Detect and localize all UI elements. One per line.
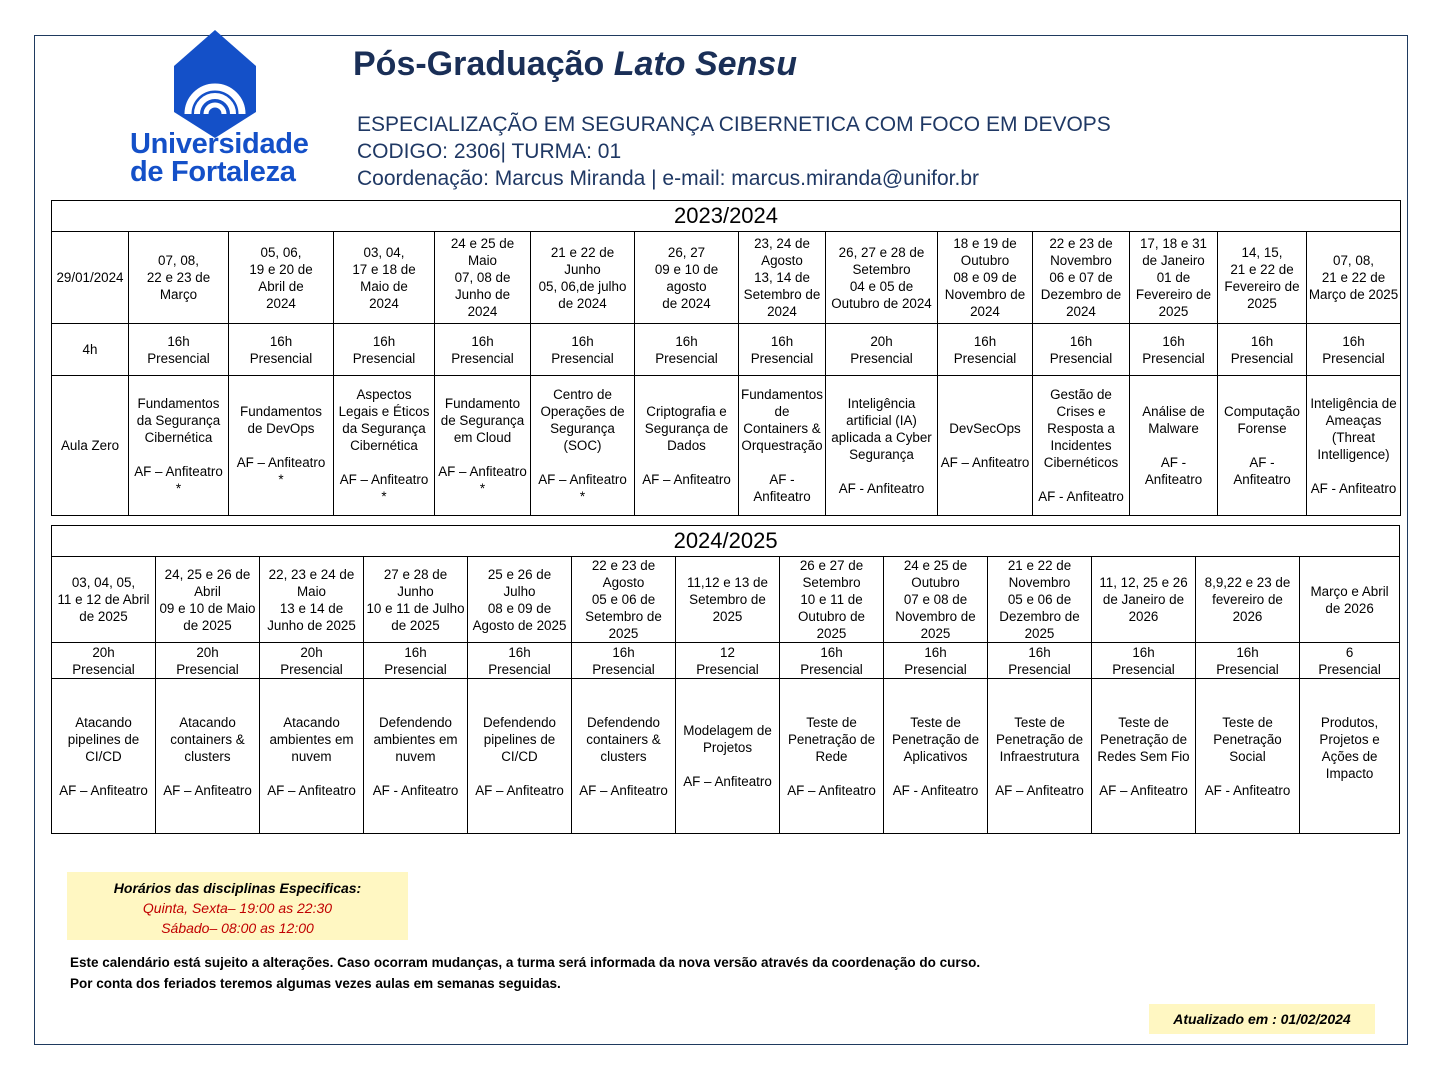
date-cell: 26, 27 e 28 de Setembro 04 e 05 de Outubro de 2024 — [826, 232, 938, 324]
note-holidays: Por conta dos feriados teremos algumas vezes aulas em semanas seguidas. — [70, 976, 561, 991]
hours-cell: 20h Presencial — [826, 324, 938, 376]
discipline-cell: Inteligência de Ameaças (Threat Intelligence) AF - Anfiteatro — [1307, 376, 1401, 516]
coordination-info: Coordenação: Marcus Miranda | e-mail: marcus.miranda@unifor.br — [357, 167, 980, 190]
discipline-cell: Teste de Penetração de Rede AF – Anfiteatro — [780, 679, 884, 834]
discipline-cell: Centro de Operações de Segurança (SOC) AF – Anfiteatro * — [531, 376, 635, 516]
date-cell: 22 e 23 de Novembro 06 e 07 de Dezembro de 2024 — [1033, 232, 1130, 324]
hours-cell: 16h Presencial — [635, 324, 739, 376]
hours-cell: 16h Presencial — [938, 324, 1033, 376]
discipline-cell: Aula Zero — [52, 376, 129, 516]
schedule-table-2024-2025 — [51, 525, 1400, 834]
year-header: 2023/2024 — [52, 201, 1401, 232]
schedule-heading: Horários das disciplinas Especificas: — [113, 880, 362, 896]
discipline-cell: Gestão de Crises e Resposta a Incidentes Cibernéticos AF - Anfiteatro — [1033, 376, 1130, 516]
hours-cell: 16h Presencial — [435, 324, 531, 376]
course-code: CODIGO: 2306| TURMA: 01 — [357, 140, 622, 163]
discipline-cell: Inteligência artificial (IA) aplicada a Cyber Segurança AF - Anfiteatro — [826, 376, 938, 516]
page-title — [353, 45, 797, 84]
discipline-cell: Defendendo pipelines de CI/CD AF – Anfiteatro — [468, 679, 572, 834]
hours-cell: 16h Presencial — [572, 643, 676, 679]
discipline-cell: Fundamentos da Segurança Cibernética AF – Anfiteatro * — [129, 376, 229, 516]
date-cell: 24 e 25 de Outubro 07 e 08 de Novembro de 2025 — [884, 557, 988, 643]
hours-cell: 6 Presencial — [1300, 643, 1400, 679]
date-cell: 27 e 28 de Junho 10 e 11 de Julho de 2025 — [364, 557, 468, 643]
hours-cell: 20h Presencial — [52, 643, 156, 679]
discipline-cell: Teste de Penetração Social AF - Anfiteatro — [1196, 679, 1300, 834]
date-cell: 17, 18 e 31 de Janeiro 01 de Fevereiro de 2025 — [1130, 232, 1218, 324]
hours-cell: 16h Presencial — [129, 324, 229, 376]
date-cell: 25 e 26 de Julho 08 e 09 de Agosto de 2025 — [468, 557, 572, 643]
university-name-line1: Universidade — [130, 128, 309, 160]
date-cell: 07, 08, 22 e 23 de Março — [129, 232, 229, 324]
date-cell: 14, 15, 21 e 22 de Fevereiro de 2025 — [1218, 232, 1307, 324]
discipline-cell: Computação Forense AF - Anfiteatro — [1218, 376, 1307, 516]
discipline-cell: Teste de Penetração de Redes Sem Fio AF – Anfiteatro — [1092, 679, 1196, 834]
date-cell: 24 e 25 de Maio 07, 08 de Junho de 2024 — [435, 232, 531, 324]
schedule-weekday: Quinta, Sexta– 19:00 as 22:30 — [142, 900, 333, 916]
schedule-table-2023-2024 — [51, 200, 1401, 516]
discipline-cell: Criptografia e Segurança de Dados AF – Anfiteatro — [635, 376, 739, 516]
date-cell: Março e Abril de 2026 — [1300, 557, 1400, 643]
hours-cell: 16h Presencial — [1218, 324, 1307, 376]
hours-cell: 16h Presencial — [229, 324, 334, 376]
discipline-cell: Produtos, Projetos e Ações de Impacto — [1300, 679, 1400, 834]
title-main: Pós-Graduação — [353, 45, 605, 83]
hours-cell: 16h Presencial — [531, 324, 635, 376]
discipline-cell: Atacando ambientes em nuvem AF – Anfiteatro — [260, 679, 364, 834]
discipline-cell: Fundamentos de Containers & Orquestração AF - Anfiteatro — [739, 376, 826, 516]
discipline-cell: Teste de Penetração de Infraestrutura AF – Anfiteatro — [988, 679, 1092, 834]
hours-cell: 16h Presencial — [1092, 643, 1196, 679]
hours-cell: 16h Presencial — [1130, 324, 1218, 376]
hours-cell: 16h Presencial — [1033, 324, 1130, 376]
hours-cell: 16h Presencial — [334, 324, 435, 376]
schedule-hours-box — [67, 872, 408, 940]
date-cell: 26, 27 09 e 10 de agosto de 2024 — [635, 232, 739, 324]
discipline-cell: Defendendo containers & clusters AF – Anfiteatro — [572, 679, 676, 834]
date-cell: 18 e 19 de Outubro 08 e 09 de Novembro de 2024 — [938, 232, 1033, 324]
date-cell: 29/01/2024 — [52, 232, 129, 324]
date-cell: 11,12 e 13 de Setembro de 2025 — [676, 557, 780, 643]
university-name-line2: de Fortaleza — [130, 156, 296, 188]
hours-cell: 16h Presencial — [780, 643, 884, 679]
discipline-cell: Atacando pipelines de CI/CD AF – Anfiteatro — [52, 679, 156, 834]
date-cell: 22 e 23 de Agosto 05 e 06 de Setembro de 2025 — [572, 557, 676, 643]
hours-cell: 4h — [52, 324, 129, 376]
date-cell: 07, 08, 21 e 22 de Março de 2025 — [1307, 232, 1401, 324]
date-cell: 26 e 27 de Setembro 10 e 11 de Outubro de 2025 — [780, 557, 884, 643]
hours-cell: 16h Presencial — [739, 324, 826, 376]
university-name — [130, 130, 309, 186]
date-cell: 24, 25 e 26 de Abril 09 e 10 de Maio de 2025 — [156, 557, 260, 643]
discipline-cell: Fundamento de Segurança em Cloud AF – Anfiteatro * — [435, 376, 531, 516]
date-cell: 23, 24 de Agosto 13, 14 de Setembro de 2024 — [739, 232, 826, 324]
discipline-cell: Defendendo ambientes em nuvem AF - Anfiteatro — [364, 679, 468, 834]
date-cell: 21 e 22 de Novembro 05 e 06 de Dezembro de 2025 — [988, 557, 1092, 643]
title-italic: Lato Sensu — [613, 45, 798, 83]
date-cell: 8,9,22 e 23 de fevereiro de 2026 — [1196, 557, 1300, 643]
hours-cell: 20h Presencial — [156, 643, 260, 679]
date-cell: 22, 23 e 24 de Maio 13 e 14 de Junho de 2025 — [260, 557, 364, 643]
hours-cell: 16h Presencial — [468, 643, 572, 679]
discipline-cell: Atacando containers & clusters AF – Anfiteatro — [156, 679, 260, 834]
date-cell: 21 e 22 de Junho 05, 06,de julho de 2024 — [531, 232, 635, 324]
updated-date: Atualizado em : 01/02/2024 — [1149, 1004, 1375, 1034]
course-name: ESPECIALIZAÇÃO EM SEGURANÇA CIBERNETICA COM FOCO EM DEVOPS — [357, 113, 1111, 136]
date-cell: 05, 06, 19 e 20 de Abril de 2024 — [229, 232, 334, 324]
hours-cell: 20h Presencial — [260, 643, 364, 679]
hours-cell: 16h Presencial — [988, 643, 1092, 679]
discipline-cell: DevSecOps AF – Anfiteatro — [938, 376, 1033, 516]
note-changes: Este calendário está sujeito a alterações. Caso ocorram mudanças, a turma será informada da nova versão através da coordenação do curso. — [70, 955, 981, 970]
discipline-cell: Aspectos Legais e Éticos da Segurança Cibernética AF – Anfiteatro * — [334, 376, 435, 516]
year-header: 2024/2025 — [52, 526, 1400, 557]
discipline-cell: Análise de Malware AF - Anfiteatro — [1130, 376, 1218, 516]
hours-cell: 12 Presencial — [676, 643, 780, 679]
date-cell: 03, 04, 17 e 18 de Maio de 2024 — [334, 232, 435, 324]
hours-cell: 16h Presencial — [884, 643, 988, 679]
discipline-cell: Modelagem de Projetos AF – Anfiteatro — [676, 679, 780, 834]
discipline-cell: Teste de Penetração de Aplicativos AF - Anfiteatro — [884, 679, 988, 834]
discipline-cell: Fundamentos de DevOps AF – Anfiteatro * — [229, 376, 334, 516]
date-cell: 11, 12, 25 e 26 de Janeiro de 2026 — [1092, 557, 1196, 643]
hours-cell: 16h Presencial — [1307, 324, 1401, 376]
schedule-saturday: Sábado– 08:00 as 12:00 — [161, 920, 314, 936]
hours-cell: 16h Presencial — [1196, 643, 1300, 679]
hours-cell: 16h Presencial — [364, 643, 468, 679]
date-cell: 03, 04, 05, 11 e 12 de Abril de 2025 — [52, 557, 156, 643]
